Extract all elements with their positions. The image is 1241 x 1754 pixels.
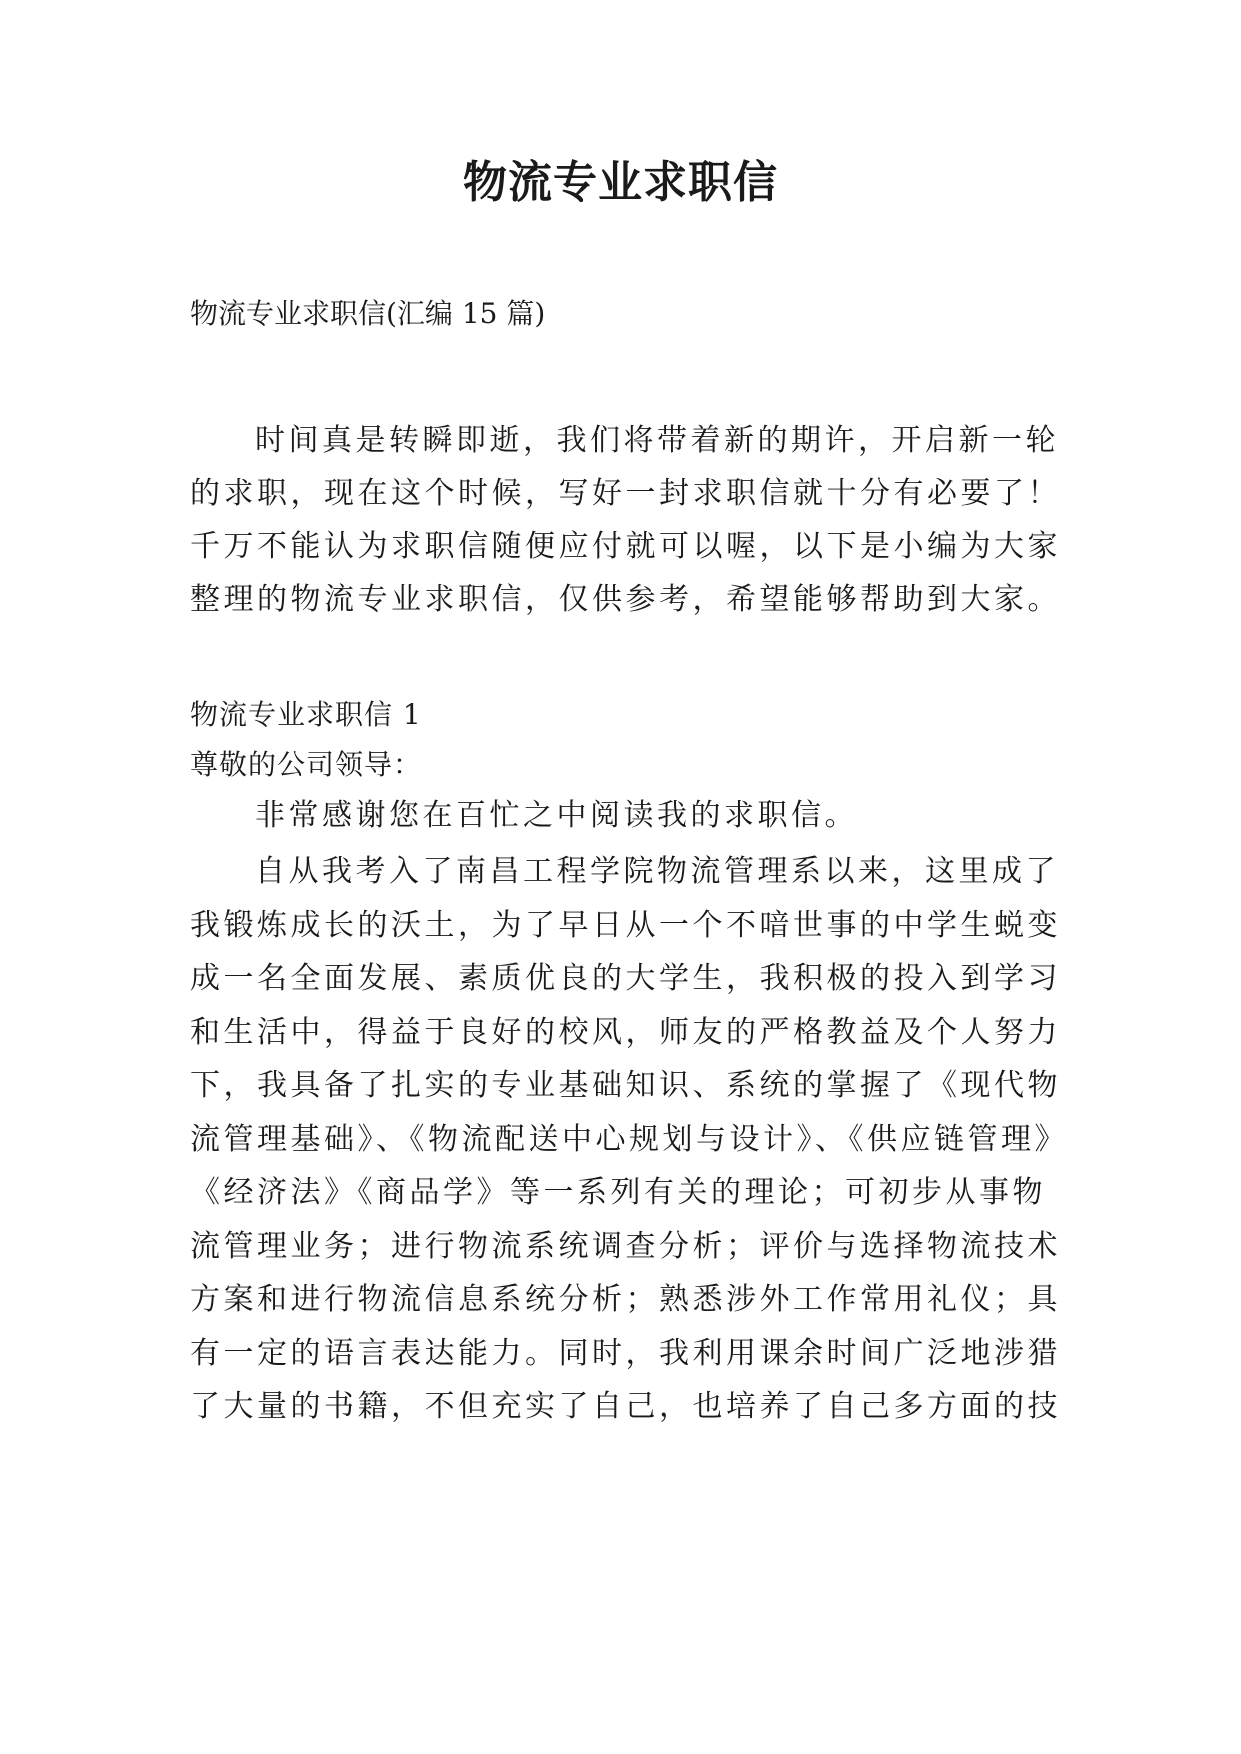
body-line: 《经济法》《商品学》等一系列有关的理论；可初步从事物 (190, 1175, 1046, 1210)
document-subtitle: 物流专业求职信(汇编 15 篇) (190, 297, 546, 330)
body-line: 自从我考入了南昌工程学院物流管理系以来，这里成了 (255, 854, 1059, 889)
document-title: 物流专业求职信 (463, 157, 778, 208)
intro-line: 整理的物流专业求职信，仅供参考，希望能够帮助到大家。 (190, 582, 1061, 617)
intro-line: 时间真是转瞬即逝，我们将带着新的期许，开启新一轮 (255, 423, 1059, 458)
body-line: 我锻炼成长的沃土，为了早日从一个不喑世事的中学生蜕变 (190, 908, 1061, 943)
body-line: 流管理基础》、《物流配送中心规划与设计》、《供应链管理》 (190, 1122, 1068, 1157)
salutation: 尊敬的公司领导： (190, 748, 423, 781)
body-line: 有一定的语言表达能力。同时，我利用课余时间广泛地涉猎 (190, 1336, 1061, 1371)
section-heading: 物流专业求职信 1 (190, 698, 422, 731)
body-line: 了大量的书籍，不但充实了自己，也培养了自己多方面的技 (190, 1389, 1061, 1424)
body-line: 流管理业务；进行物流系统调查分析；评价与选择物流技术 (190, 1229, 1061, 1264)
intro-line: 的求职，现在这个时候，写好一封求职信就十分有必要了！ (190, 476, 1061, 511)
intro-line: 千万不能认为求职信随便应付就可以喔，以下是小编为大家 (190, 529, 1061, 564)
body-line: 方案和进行物流信息系统分析；熟悉涉外工作常用礼仪；具 (190, 1282, 1061, 1317)
body-line: 和生活中，得益于良好的校风，师友的严格教益及个人努力 (190, 1015, 1061, 1050)
body-line: 下，我具备了扎实的专业基础知识、系统的掌握了《现代物 (190, 1068, 1061, 1103)
thanks-line: 非常感谢您在百忙之中阅读我的求职信。 (255, 798, 858, 833)
body-line: 成一名全面发展、素质优良的大学生，我积极的投入到学习 (190, 961, 1061, 996)
